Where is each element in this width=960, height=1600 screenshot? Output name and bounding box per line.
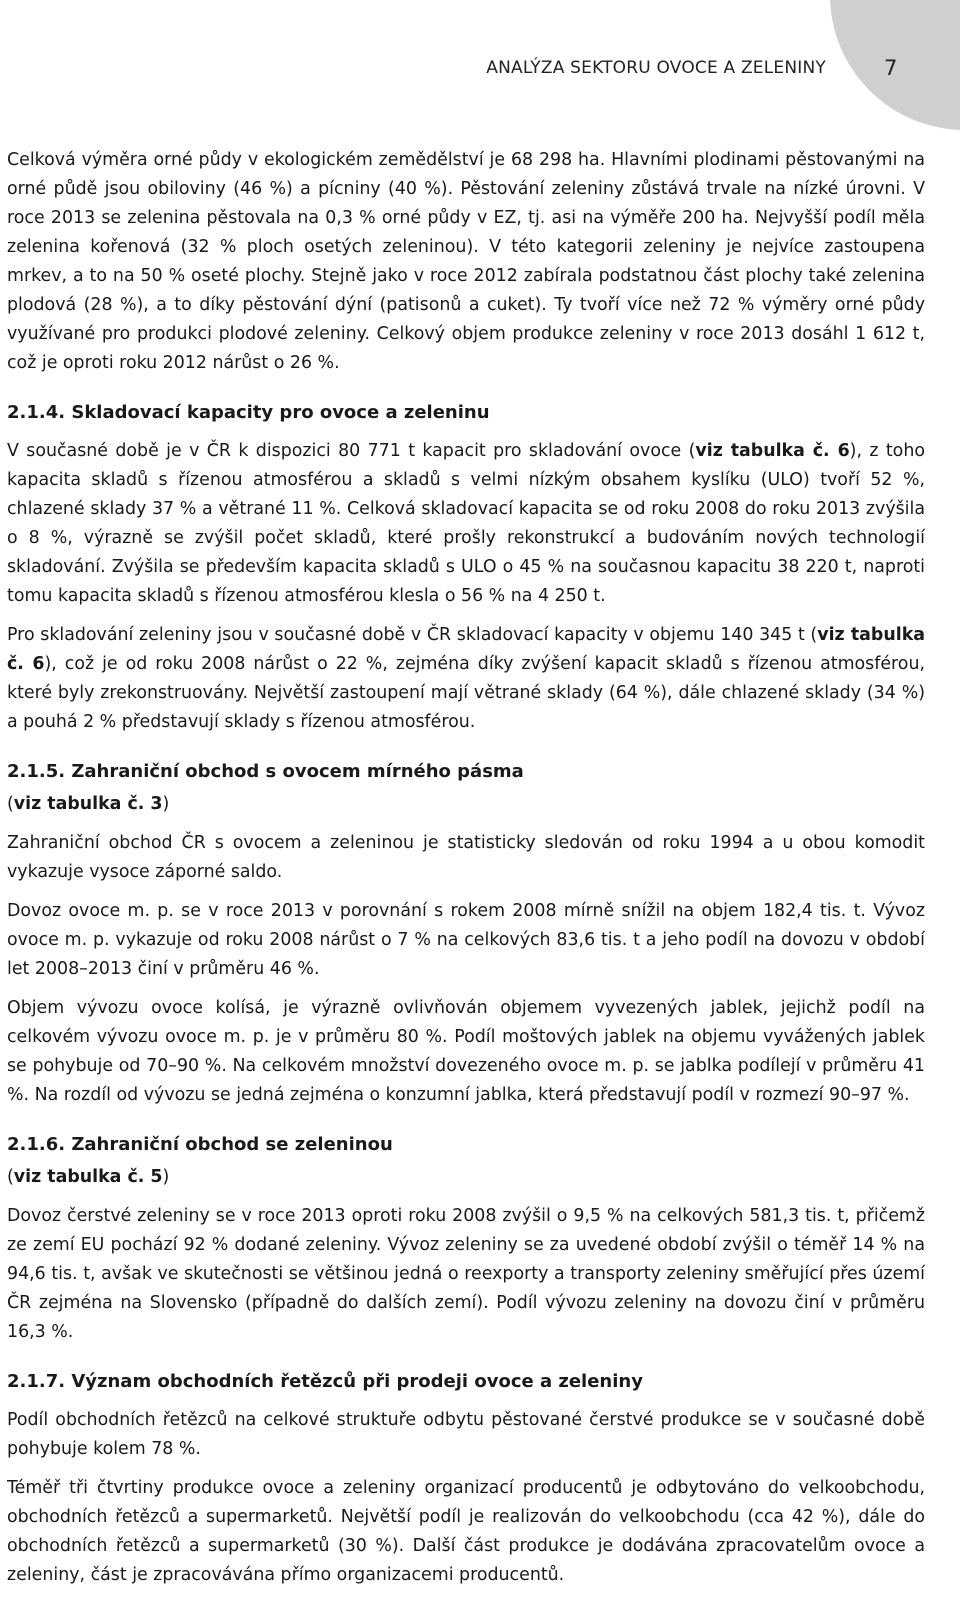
intro-paragraph: Celková výměra orné půdy v ekologickém zemědělství je 68 298 ha. Hlavními plodinami pěstovanými na orné půdě jsou obiloviny (46 %) a pícniny (40 %). Pěstování zeleniny zůstává trvale na nízké úrovni. V roce 2013 se zelenina pěstovala na 0,3 % orné půdy v EZ, tj. asi na výměře 200 ha. Nejvyšší podíl měla zelenina kořenová (32 % ploch osetých zeleninou). V této kategorii zeleniny je nejvíce zastoupena mrkev, a to na 50 % oseté plochy. Stejně jako v roce 2012 zabírala podstatnou část plochy také zelenina plodová (28 %), a to díky pěstování dýní (patisonů a cuket). Ty tvoří více než 72 % výměry orné půdy využívané pro produkci plodové zeleniny. Celkový objem produkce zeleniny v roce 2013 dosáhl 1 612 t, což je oproti roku 2012 nárůst o 26 %. bbox=[7, 150, 925, 373]
vegetable-trade-paragraph: Dovoz čerstvé zeleniny se v roce 2013 oproti roku 2008 zvýšil o 9,5 % na celkových 581,3 tis. t, přičemž ze zemí EU pochází 92 % dodané zeleniny. Vývoz zeleniny se za uvedené období zvýšil o téměř 14 % na 94,6 tis. t, avšak ve skutečnosti se většinou jedná o reexporty a transporty zeleniny směřující přes území ČR zejména na Slovensko (případně do dalších zemí). Podíl vývozu zeleniny na dovozu činí v průměru 16,3 %. bbox=[7, 1206, 925, 1342]
text-run: Pro skladování zeleniny jsou v současné době v ČR skladovací kapacity v objemu 140 345 t ( bbox=[7, 625, 818, 645]
table-reference: viz tabulka č. 6 bbox=[695, 441, 850, 461]
table-reference: viz tabulka č. 5 bbox=[13, 1167, 163, 1187]
text-run: ) bbox=[162, 1167, 170, 1187]
section-heading-2-1-5: 2.1.5. Zahraniční obchod s ovocem mírného pásma bbox=[7, 761, 524, 782]
page-number: 7 bbox=[884, 56, 898, 80]
table-reference: viz tabulka č. 6 bbox=[7, 625, 925, 674]
text-run: ) bbox=[162, 794, 170, 814]
fruit-import-export-paragraph: Dovoz ovoce m. p. se v roce 2013 v porovnání s rokem 2008 mírně snížil na objem 182,4 tis. t. Vývoz ovoce m. p. vykazuje od roku 2008 nárůst o 7 % na celkových 83,6 tis. t a jeho podíl na dovozu v období let 2008–2013 činí v průměru 46 %. bbox=[7, 901, 925, 979]
text-run: ( bbox=[7, 1167, 14, 1187]
section-table-reference bbox=[7, 790, 925, 819]
fruit-export-volume-paragraph: Objem vývozu ovoce kolísá, je výrazně ovlivňován objemem vyvezených jablek, jejichž podíl na celkovém vývozu ovoce m. p. je v průměru 80 %. Podíl moštových jablek na objemu vyvážených jablek se pohybuje od 70–90 %. Na celkovém množství dovezeného ovoce m. p. se jablka podílejí v průměru 41 %. Na rozdíl od vývozu se jedná zejména o konzumní jablka, která představují podíl v rozmezí 90–97 %. bbox=[7, 998, 925, 1105]
text-run: V současné době je v ČR k dispozici 80 771 t kapacit pro skladování ovoce ( bbox=[7, 441, 696, 461]
text-run: ), z toho kapacita skladů s řízenou atmosférou a skladů s velmi nízkým obsahem kyslíku (ULO) tvoří 52 %, chlazené sklady 37 % a větrané 11 %. Celková skladovací kapacita se od roku 2008 do roku 2013 zvýšila o 8 %, výrazně se zvýšil počet skladů, které prošly rekonstrukcí a budováním nových technologií skladování. Zvýšila se především kapacita skladů s ULO o 45 % na současnou kapacitu 38 220 t, naproti tomu kapacita skladů s řízenou atmosférou klesla o 56 % na 4 250 t. bbox=[7, 441, 925, 606]
section-heading-2-1-6: 2.1.6. Zahraniční obchod se zeleninou bbox=[7, 1134, 393, 1155]
retail-share-paragraph: Podíl obchodních řetězců na celkové struktuře odbytu pěstované čerstvé produkce se v současné době pohybuje kolem 78 %. bbox=[7, 1410, 925, 1459]
producer-distribution-paragraph: Téměř tři čtvrtiny produkce ovoce a zeleniny organizací producentů je odbytováno do velkoobchodu, obchodních řetězců a supermarketů. Největší podíl je realizován do velkoobchodu (cca 42 %), dále do obchodních řetězců a supermarketů (30 %). Další část produkce je dodávána zpracovatelům ovoce a zeleniny, část je zpracovávána přímo organizacemi producentů. bbox=[7, 1478, 925, 1585]
text-run: ), což je od roku 2008 nárůst o 22 %, zejména díky zvýšení kapacit skladů s řízenou atmosférou, které byly zrekonstruovány. Největší zastoupení mají větrané sklady (64 %), dále chlazené sklady (34 %) a pouhá 2 % představují sklady s řízenou atmosférou. bbox=[7, 654, 925, 732]
page-body bbox=[7, 146, 925, 1600]
storage-fruit-paragraph bbox=[7, 437, 925, 611]
table-reference: viz tabulka č. 3 bbox=[13, 794, 163, 814]
text-run: ( bbox=[7, 794, 14, 814]
section-heading-2-1-7: 2.1.7. Význam obchodních řetězců při prodeji ovoce a zeleniny bbox=[7, 1371, 643, 1392]
storage-vegetable-paragraph bbox=[7, 621, 925, 737]
section-table-reference bbox=[7, 1163, 925, 1192]
running-header: ANALÝZA SEKTORU OVOCE A ZELENINY bbox=[486, 58, 826, 78]
trade-overview-paragraph: Zahraniční obchod ČR s ovocem a zeleninou je statisticky sledován od roku 1994 a u obou komodit vykazuje vysoce záporné saldo. bbox=[7, 833, 925, 882]
section-heading-2-1-4: 2.1.4. Skladovací kapacity pro ovoce a zeleninu bbox=[7, 402, 490, 423]
